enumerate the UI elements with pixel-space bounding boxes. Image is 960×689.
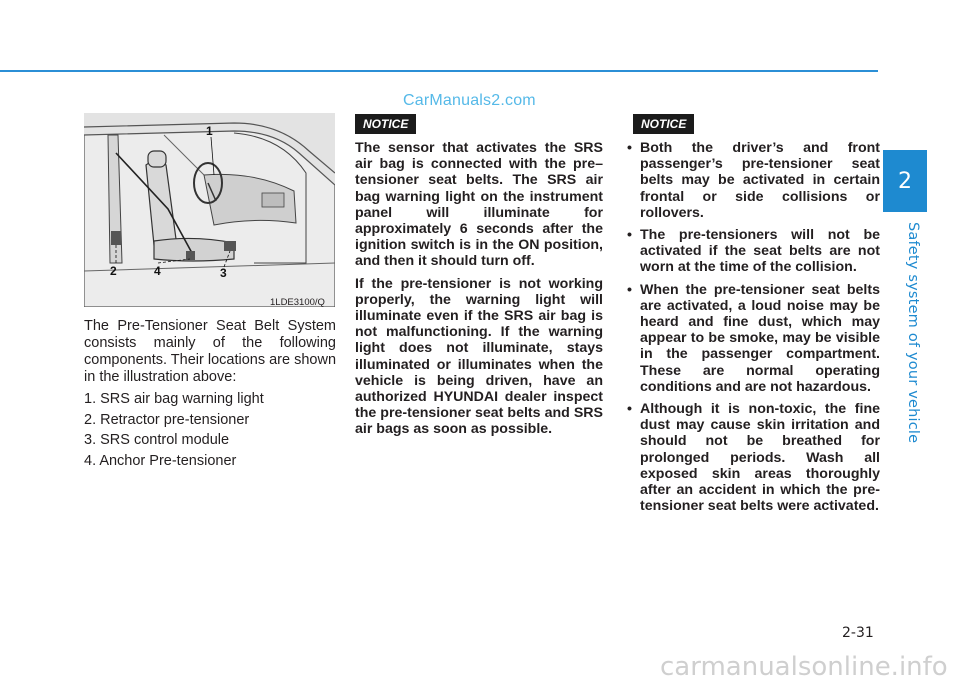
list-item [626,401,880,514]
list-item [626,282,880,395]
list-item: 4. Anchor Pre-tensioner [84,452,237,469]
callout-1: 1 [206,124,213,138]
bullet-icon: • [627,140,632,156]
pretensioner-illustration [84,113,335,307]
list-item [626,227,880,276]
notice-paragraph: If the pre-tensioner is not working properly, the warning light will illuminate even if the SRS air bag is not malfunctioning. If the warning light does not illuminate, stays illuminated or illuminates when the vehicle is being driven, have an authorized HYUNDAI dealer inspect the pre-tensioner seat belts and SRS air bags as soon as possible. [355,275,603,438]
list-item [626,140,880,221]
component-description [84,318,336,473]
callout-4: 4 [154,264,161,278]
bullet-icon: • [627,281,632,298]
list-item-text: Although it is non-toxic, the fine dust may cause skin irritation and should not be breathed for prolonged periods. Wash all exposed skin areas thoroughly after an accident in which the pre-tensioner seat belts were activated. [640,401,880,515]
list-item: 2. Retractor pre-tensioner [84,411,250,428]
notice-warning-light [355,140,603,444]
callout-3: 3 [220,266,227,280]
header-rule [0,70,878,72]
notice-bullet-list [626,140,880,514]
top-watermark: CarManuals2.com [403,92,536,109]
chapter-tab [883,150,927,212]
list-item-text: Both the driver’s and front passenger’s pre-tensioner seat belts may be activated in certain frontal or side collisions or rollovers. [640,140,880,221]
notice-paragraph: The sensor that activates the SRS air bag is connected with the pre–tensioner seat belts. The SRS air bag warning light on the instrument panel will illuminate for approximately 6 seconds after the ignition switch is in the ON position, and then it should turn off. [355,140,603,270]
list-item: 3. SRS control module [84,432,230,448]
notice-activation [626,140,880,520]
chapter-title: Safety system of your vehicle [905,222,921,444]
list-item-text: The pre-tensioners will not be activated if the seat belts are not worn at the time of the collision. [640,227,880,276]
list-item: 1. SRS air bag warning light [84,391,264,407]
intro-paragraph: The Pre-Tensioner Seat Belt System consists mainly of the following components. Their locations are shown in the illustration above: [84,318,337,385]
bullet-icon: • [627,227,632,244]
list-item-text: When the pre-tensioner seat belts are activated, a loud noise may be heard and fine dust, which may appear to be smoke, may be visible in the passenger compartment. These are normal operating conditions and are not hazardous. [640,281,880,395]
page-number: 2-31 [842,625,874,641]
notice-badge: NOTICE [355,114,416,134]
figure-code: 1LDE3100/Q [270,297,325,308]
callout-2: 2 [110,264,117,278]
footer-watermark: carmanualsonline.info [660,652,948,682]
bullet-icon: • [627,401,632,418]
notice-badge: NOTICE [633,114,694,134]
component-list [84,391,336,470]
chapter-number: 2 [898,168,912,194]
